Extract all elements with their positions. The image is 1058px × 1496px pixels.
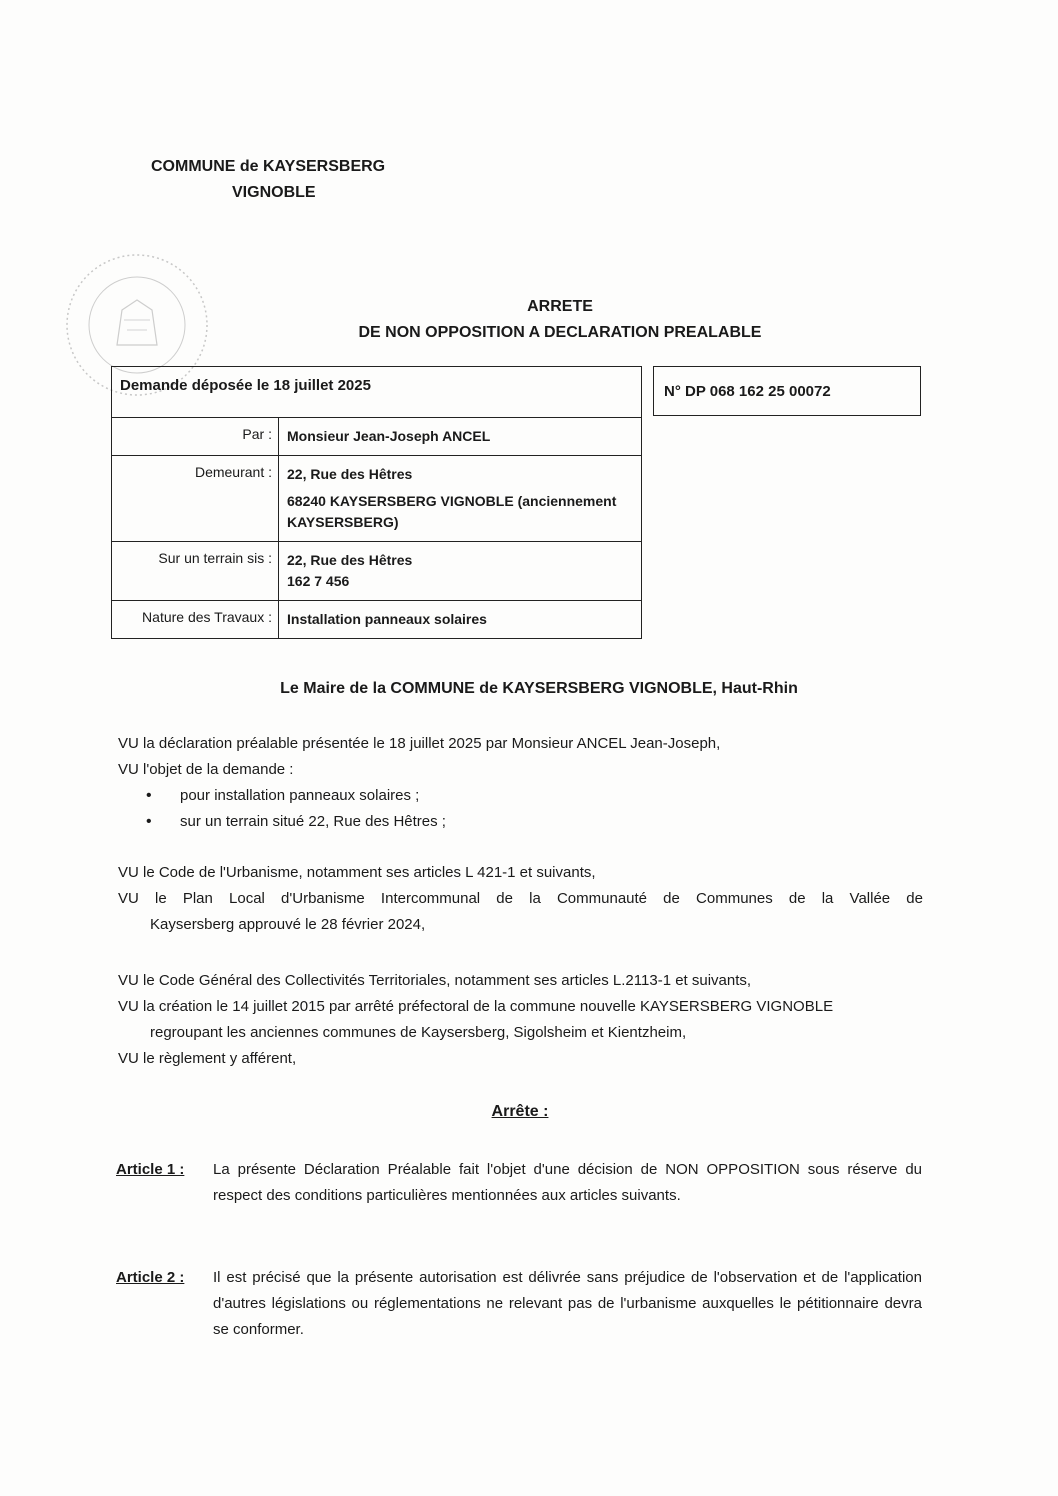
request-table (111, 366, 642, 639)
consideration-line: VU la création le 14 juillet 2015 par arrêté préfectoral de la commune nouvelle KAYSERSBERG VIGNOBLE (118, 998, 834, 1015)
table-row (112, 367, 642, 418)
list-item: • pour installation panneaux solaires ; (118, 783, 923, 809)
consideration-line: VU le règlement y afférent, (118, 1050, 297, 1067)
works-label: Nature des Travaux : (112, 601, 279, 639)
address-label: Demeurant : (112, 456, 279, 542)
list-item: • sur un terrain situé 22, Rue des Hêtres ; (118, 809, 923, 835)
consideration-line-cont: Kaysersberg approuvé le 28 février 2024, (150, 916, 426, 933)
consideration-line: VU l'objet de la demande : (118, 761, 294, 778)
site-label: Sur un terrain sis : (112, 542, 279, 601)
table-row (112, 456, 642, 542)
applicant-label: Par : (112, 418, 279, 456)
table-row (112, 418, 642, 456)
decree-heading: Arrête : (491, 1103, 549, 1120)
works-value: Installation panneaux solaires (279, 601, 642, 639)
commune-name-line2: VIGNOBLE (232, 184, 316, 201)
consideration-line: VU le Code de l'Urbanisme, notamment ses articles L 421-1 et suivants, (118, 864, 596, 881)
consideration-line: VU la déclaration préalable présentée le 18 juillet 2025 par Monsieur ANCEL Jean-Joseph, (118, 735, 721, 752)
deposit-date: Demande déposée le 18 juillet 2025 (112, 367, 642, 418)
consideration-line: VU le Plan Local d'Urbanisme Intercommunal de la Communauté de Communes de la Vallée de (118, 890, 923, 907)
table-row (112, 542, 642, 601)
table-row (112, 601, 642, 639)
considerations-block-1 (118, 731, 923, 835)
article-1 (116, 1157, 922, 1209)
article-2 (116, 1265, 922, 1343)
article-label: Article 2 : (116, 1269, 185, 1286)
decree-title (340, 294, 780, 346)
request-object-list (118, 783, 923, 835)
considerations-block-3 (118, 968, 923, 1072)
address-value: 22, Rue des Hêtres 68240 KAYSERSBERG VIGNOBLE (anciennement KAYSERSBERG) (279, 456, 642, 542)
article-text: La présente Déclaration Préalable fait l'objet d'une décision de NON OPPOSITION sous réserve du respect des conditions particulières mentionnées aux articles suivants. (213, 1161, 922, 1204)
consideration-line-cont: regroupant les anciennes communes de Kaysersberg, Sigolsheim et Kientzheim, (150, 1024, 687, 1041)
consideration-line: VU le Code Général des Collectivités Territoriales, notamment ses articles L.2113-1 et suivants, (118, 972, 752, 989)
decree-title-line1: ARRETE (527, 298, 593, 315)
commune-name: COMMUNE de KAYSERSBERG (151, 158, 386, 175)
article-label: Article 1 : (116, 1161, 185, 1178)
article-text: Il est précisé que la présente autorisation est délivrée sans préjudice de l'observation et de l'application d'autres législations ou réglementations ne relevant pas de l'urbanisme auxquelles le pétitionnaire devra se conformer. (213, 1269, 922, 1338)
dp-number: N° DP 068 162 25 00072 (653, 366, 921, 416)
applicant-value: Monsieur Jean-Joseph ANCEL (279, 418, 642, 456)
mayor-heading: Le Maire de la COMMUNE de KAYSERSBERG VIGNOBLE, Haut-Rhin (280, 680, 798, 697)
decree-title-line2: DE NON OPPOSITION A DECLARATION PREALABLE (358, 324, 762, 341)
site-value: 22, Rue des Hêtres 162 7 456 (279, 542, 642, 601)
considerations-block-2 (118, 860, 923, 938)
